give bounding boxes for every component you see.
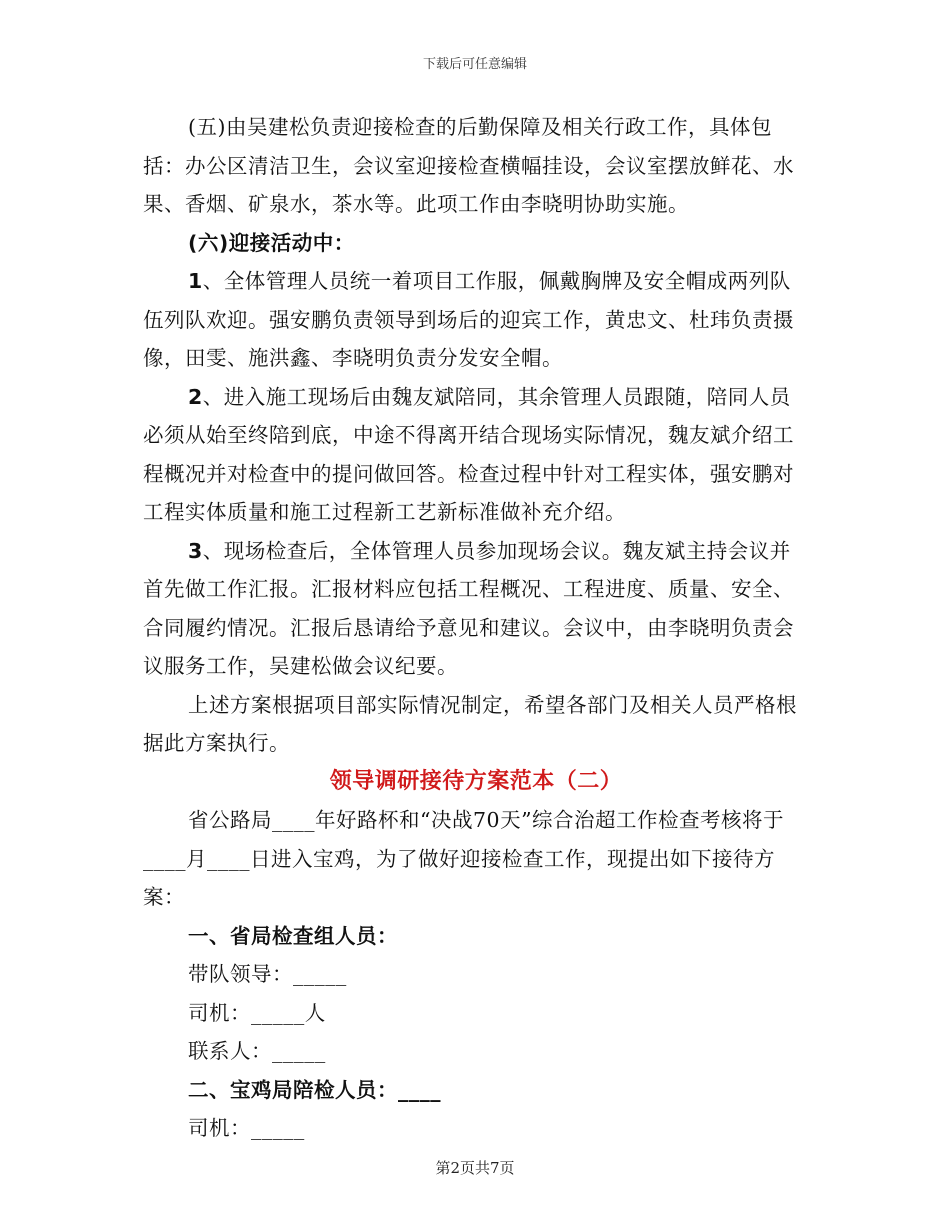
- document-title: 领导调研接待方案范本（二）: [329, 768, 623, 794]
- line-driver-2: 司机：_____: [188, 1116, 305, 1140]
- item-text: 、现场检查后，全体管理人员参加现场会议。魏友斌主持会议并首先做工作汇报。汇报材料应包括工程概况、工程进度、质量、安全、合同履约情况。汇报后恳请给予意见和建议。会议中，由李晓明负责会议服务工作，吴建松做会议纪要。: [143, 538, 794, 678]
- item-number: 1: [188, 269, 203, 293]
- line-driver: 司机：_____人: [188, 1000, 326, 1025]
- item-text: 、进入施工现场后由魏友斌陪同，其余管理人员跟随，陪同人员必须从始至终陪到底，中途不得离开结合现场实际情况，魏友斌介绍工程概况并对检查中的提问做回答。检查过程中针对工程实体，强安鹏对工程实体质量和施工过程新工艺新标准做补充介绍。: [143, 384, 794, 524]
- section-heading-escort-staff: 二、宝鸡局陪检人员：____: [188, 1077, 441, 1102]
- line-contact: 联系人：_____: [188, 1039, 326, 1063]
- document-body: [143, 108, 809, 1148]
- paragraph-item-2: [143, 378, 809, 532]
- paragraph-intro: 省公路局____年好路杯和“决战70天”综合治超工作检查考核将于____月____日进入宝鸡，为了做好迎接检查工作，现提出如下接待方案：: [143, 808, 785, 909]
- item-number: 3: [188, 538, 203, 563]
- section-heading-inspection-group: 一、省局检查组人员：: [188, 923, 398, 948]
- page-header: 下载后可任意编辑: [422, 57, 527, 72]
- section-heading-activities: (六)迎接活动中：: [188, 230, 355, 255]
- paragraph-conclusion: 上述方案根据项目部实际情况制定，希望各部门及相关人员严格根据此方案执行。: [143, 692, 797, 755]
- item-number: 2: [188, 384, 203, 409]
- paragraph-logistics: (五)由吴建松负责迎接检查的后勤保障及相关行政工作，具体包括：办公区清洁卫生，会议室迎接检查横幅挂设，会议室摆放鲜花、水果、香烟、矿泉水，茶水等。此项工作由李晓明协助实施。: [143, 115, 794, 216]
- page-footer: 第2页共7页: [435, 1159, 515, 1177]
- item-text: 、全体管理人员统一着项目工作服，佩戴胸牌及安全帽成两列队伍列队欢迎。强安鹏负责领导到场后的迎宾工作，黄忠文、杜玮负责摄像，田雯、施洪鑫、李晓明负责分发安全帽。: [143, 269, 794, 370]
- line-team-leader: 带队领导：_____: [188, 962, 347, 986]
- paragraph-item-1: [143, 262, 809, 378]
- paragraph-item-3: [143, 532, 809, 686]
